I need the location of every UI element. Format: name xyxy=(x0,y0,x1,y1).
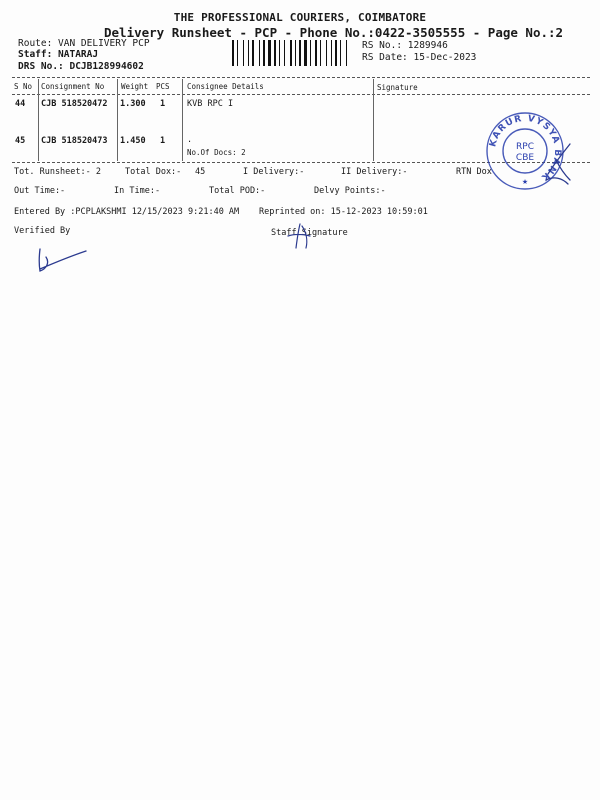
barcode-bar xyxy=(263,40,265,66)
table-header-rule xyxy=(12,94,590,95)
barcode-bar xyxy=(295,40,296,66)
barcode-bar xyxy=(342,40,345,66)
barcode-bar xyxy=(252,40,254,66)
verified-by: Verified By xyxy=(14,226,71,236)
barcode-bar xyxy=(331,40,332,66)
handwritten-signature-stamp xyxy=(540,140,580,190)
handwritten-signature-staff xyxy=(282,222,318,252)
company-title: THE PROFESSIONAL COURIERS, COIMBATORE xyxy=(173,11,427,24)
barcode-bar xyxy=(340,40,341,66)
drs-number: DRS No.: DCJB128994602 xyxy=(18,61,144,72)
total-pod: Total POD:- xyxy=(209,186,266,196)
col-header-pcs: PCS xyxy=(156,82,170,91)
barcode-bar xyxy=(346,40,347,66)
row-pcs: 1 xyxy=(160,136,166,146)
rtn-dox: RTN Dox xyxy=(456,167,492,177)
barcode-bar xyxy=(335,40,337,66)
row-pcs: 1 xyxy=(160,99,166,109)
barcode-bar xyxy=(232,40,234,66)
runsheet-subtitle: Delivery Runsheet - PCP - Phone No.:0422-3505555 - Page No.:2 xyxy=(104,25,564,40)
barcode-bar xyxy=(284,40,285,66)
barcode-bar xyxy=(255,40,258,66)
i-delivery: I Delivery:- xyxy=(243,167,305,177)
in-time: In Time:- xyxy=(114,186,161,196)
barcode-bar xyxy=(318,40,319,66)
col-header-signature: Signature xyxy=(377,83,418,92)
total-dox-label: Total Dox:- xyxy=(125,167,182,177)
row-consignee: . xyxy=(187,135,193,145)
barcode-bar xyxy=(312,40,314,66)
barcode-bar xyxy=(279,40,280,66)
barcode-bar xyxy=(290,40,292,66)
col-header-sno: S No xyxy=(14,82,33,91)
col-header-weight: Weight xyxy=(121,82,149,91)
rs-number: RS No.: 1289946 xyxy=(362,40,448,51)
staff-signature-label: Staff Signature xyxy=(271,228,348,238)
col-divider xyxy=(373,79,374,161)
delvy-points: Delvy Points:- xyxy=(314,186,386,196)
barcode-bar xyxy=(261,40,262,66)
barcode-bar xyxy=(239,40,242,66)
barcode-bar xyxy=(268,40,271,66)
row-sno: 44 xyxy=(15,99,26,109)
col-divider xyxy=(182,79,183,161)
barcode-bar xyxy=(235,40,236,66)
col-header-consignee: Consignee Details xyxy=(187,82,264,91)
table-top-rule xyxy=(12,77,590,78)
barcode-bar xyxy=(333,40,334,66)
barcode-bar xyxy=(308,40,309,66)
ii-delivery: II Delivery:- xyxy=(341,167,408,177)
col-divider xyxy=(117,79,118,161)
barcode-bar xyxy=(326,40,327,66)
barcode-bar xyxy=(248,40,249,66)
barcode-bar xyxy=(304,40,307,66)
barcode-bar xyxy=(286,40,289,66)
docs-count-note: No.Of Docs: 2 xyxy=(187,148,246,157)
col-divider xyxy=(38,79,39,161)
reprinted-on: Reprinted on: 15-12-2023 10:59:01 xyxy=(259,207,428,217)
rs-date: RS Date: 15-Dec-2023 xyxy=(362,52,477,63)
row-consignee: KVB RPC I xyxy=(187,99,234,109)
barcode-bar xyxy=(266,40,267,66)
barcode-bar xyxy=(293,40,294,66)
barcode-bar xyxy=(299,40,301,66)
barcode-bar xyxy=(310,40,311,66)
stamp-ring-text: KARUR VYSYA BANK xyxy=(488,113,563,183)
row-sno: 45 xyxy=(15,136,26,146)
barcode-bar xyxy=(328,40,330,66)
route-label: Route: VAN DELIVERY PCP xyxy=(18,38,150,49)
stamp-center-line1: RPC xyxy=(516,142,534,152)
barcode-bar xyxy=(297,40,298,66)
barcode-bar xyxy=(259,40,260,66)
barcode-bar xyxy=(302,40,303,66)
stamp-star-icon: ★ xyxy=(521,178,529,186)
row-consignment: CJB 518520473 xyxy=(41,136,108,146)
stamp-center-line2: CBE xyxy=(515,153,535,163)
barcode-bar xyxy=(237,40,238,66)
barcode-bar xyxy=(281,40,283,66)
barcode-bar xyxy=(338,40,339,66)
barcode-bar xyxy=(272,40,273,66)
staff-label: Staff: NATARAJ xyxy=(18,49,99,60)
barcode-bar xyxy=(274,40,276,66)
row-weight: 1.450 xyxy=(120,136,146,146)
handwritten-signature-verifier xyxy=(34,245,94,275)
barcode-bar xyxy=(315,40,317,66)
barcode-bar xyxy=(250,40,251,66)
col-header-consignment: Consignment No xyxy=(41,82,105,91)
row-consignment: CJB 518520472 xyxy=(41,99,108,109)
barcode-image xyxy=(232,40,352,66)
out-time: Out Time:- xyxy=(14,186,66,196)
tot-runsheet: Tot. Runsheet:- 2 xyxy=(14,167,101,177)
total-dox-value: 45 xyxy=(195,167,206,177)
barcode-bar xyxy=(277,40,278,66)
row-weight: 1.300 xyxy=(120,99,146,109)
barcode-bar xyxy=(243,40,244,66)
entered-by: Entered By :PCPLAKSHMI 12/15/2023 9:21:40 AM xyxy=(14,207,240,217)
barcode-bar xyxy=(245,40,247,66)
barcode-bar xyxy=(320,40,321,66)
barcode-bar xyxy=(322,40,325,66)
